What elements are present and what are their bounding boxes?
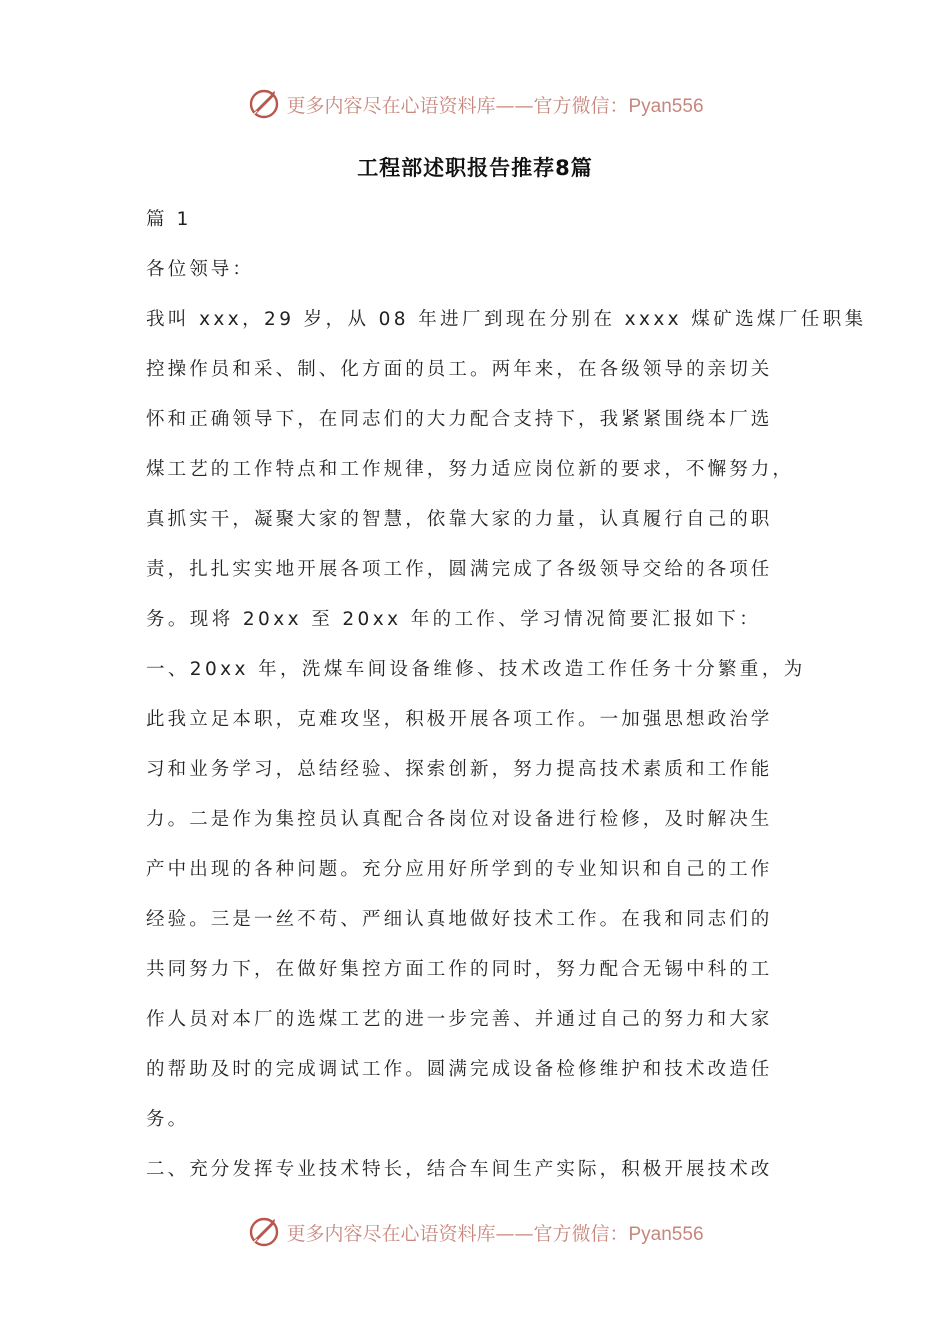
body-line: 共同努力下，在做好集控方面工作的同时，努力配合无锡中科的工 xyxy=(146,959,773,980)
banner-main-text: 更多内容尽在心语资料库 xyxy=(286,94,496,117)
banner-suffix: 官方微信： xyxy=(533,1222,629,1245)
body-line: 的帮助及时的完成调试工作。圆满完成设备检修维护和技术改造任 xyxy=(146,1059,773,1080)
body-line: 此我立足本职，克难攻坚，积极开展各项工作。一加强思想政治学 xyxy=(146,709,773,730)
body-line: 怀和正确领导下，在同志们的大力配合支持下，我紧紧围绕本厂选 xyxy=(146,409,773,430)
section-heading: 篇 1 xyxy=(146,209,192,230)
body-line: 煤工艺的工作特点和工作规律，努力适应岗位新的要求，不懈努力， xyxy=(146,459,795,480)
document-title: 工程部述职报告推荐8篇 xyxy=(357,156,593,180)
body-line: 二、充分发挥专业技术特长，结合车间生产实际，积极开展技术改 xyxy=(146,1159,773,1180)
body-line: 我叫 xxx，29 岁，从 08 年进厂到现在分别在 xxxx 煤矿选煤厂任职集 xyxy=(146,309,867,330)
banner-separator: —— xyxy=(495,1222,534,1245)
banner-suffix: 官方微信： xyxy=(533,94,629,117)
body-line: 作人员对本厂的选煤工艺的进一步完善、并通过自己的努力和大家 xyxy=(146,1009,773,1030)
body-line: 经验。三是一丝不苟、严细认真地做好技术工作。在我和同志们的 xyxy=(146,909,773,930)
body-line: 责，扎扎实实地开展各项工作，圆满完成了各级领导交给的各项任 xyxy=(146,559,773,580)
body-line: 务。现将 20xx 至 20xx 年的工作、学习情况简要汇报如下： xyxy=(146,609,762,630)
footer-banner xyxy=(0,1212,950,1252)
pen-logo-icon xyxy=(246,86,282,122)
body-line: 真抓实干，凝聚大家的智慧，依靠大家的力量，认真履行自己的职 xyxy=(146,509,773,530)
document-body xyxy=(146,195,867,1195)
pen-logo-icon xyxy=(246,1214,282,1250)
body-line: 产中出现的各种问题。充分应用好所学到的专业知识和自己的工作 xyxy=(146,859,773,880)
banner-text xyxy=(286,91,703,118)
salutation: 各位领导： xyxy=(146,259,255,280)
banner-wechat-id: Pyan556 xyxy=(628,95,704,117)
body-line: 控操作员和采、制、化方面的员工。两年来，在各级领导的亲切关 xyxy=(146,359,773,380)
body-line: 习和业务学习，总结经验、探索创新，努力提高技术素质和工作能 xyxy=(146,759,773,780)
body-line: 一、20xx 年，洗煤车间设备维修、技术改造工作任务十分繁重，为 xyxy=(146,659,806,680)
body-line: 力。二是作为集控员认真配合各岗位对设备进行检修，及时解决生 xyxy=(146,809,773,830)
banner-text xyxy=(286,1219,703,1246)
header-banner xyxy=(0,84,950,124)
body-line: 务。 xyxy=(146,1109,190,1130)
banner-wechat-id: Pyan556 xyxy=(628,1223,704,1245)
banner-main-text: 更多内容尽在心语资料库 xyxy=(286,1222,496,1245)
banner-separator: —— xyxy=(495,94,534,117)
